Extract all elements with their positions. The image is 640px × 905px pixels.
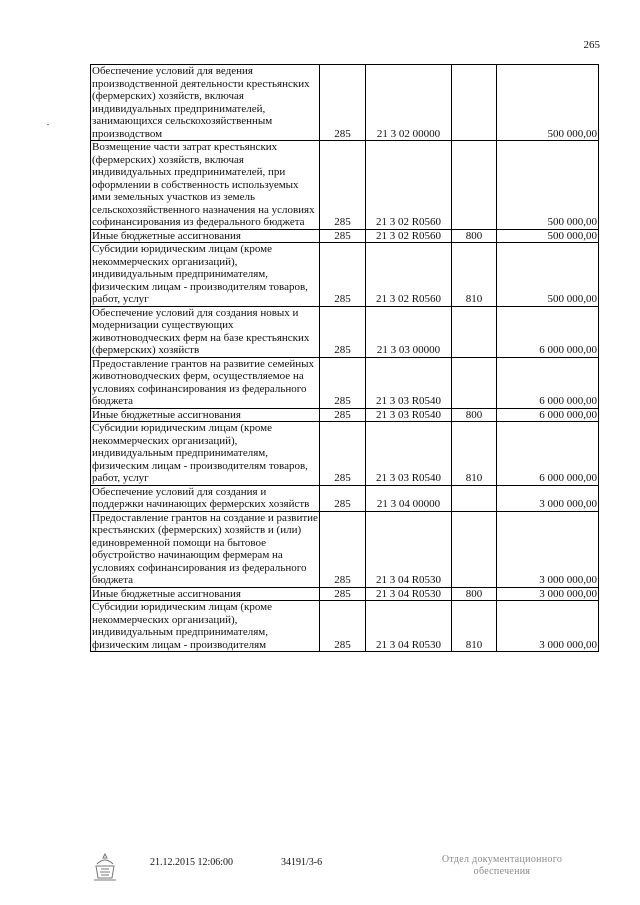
row-name: Обеспечение условий для создания новых и модернизации существующих животноводческих ферм на базе крестьянских (фермерских) хозяйств bbox=[91, 306, 320, 357]
row-name: Предоставление грантов на создание и развитие крестьянских (фермерских) хозяйств и (или) единовременной помощи на бытовое обустройство начинающим фермерам на условиях софинансирования из федерального бюджета bbox=[92, 511, 318, 586]
row-expense-type bbox=[452, 141, 497, 230]
row-grbs-code: 285 bbox=[320, 422, 366, 486]
row-amount: 500 000,00 bbox=[497, 243, 599, 307]
table-row bbox=[91, 229, 599, 243]
budget-table bbox=[90, 64, 599, 652]
row-name: Предоставление грантов на развитие семейных животноводческих ферм, осуществляемое на условиях софинансирования из федерального бюджета bbox=[91, 357, 320, 408]
row-amount: 6 000 000,00 bbox=[497, 306, 599, 357]
row-target-article: 21 3 03 00000 bbox=[366, 306, 452, 357]
row-target-article: 21 3 03 R0540 bbox=[366, 422, 452, 486]
budget-table-body bbox=[91, 65, 599, 652]
row-target-article: 21 3 04 R0530 bbox=[366, 511, 452, 587]
row-expense-type: 810 bbox=[452, 601, 497, 652]
page-number: 265 bbox=[583, 39, 600, 51]
stamp-line-2: обеспечения bbox=[473, 866, 531, 877]
row-expense-type: 800 bbox=[452, 408, 497, 422]
table-row bbox=[91, 422, 599, 486]
row-name: Субсидии юридическим лицам (кроме некоммерческих организаций), индивидуальным предпринимателям, физическим лицам - производителям товаров, работ, услуг bbox=[91, 422, 320, 486]
row-target-article: 21 3 02 R0560 bbox=[366, 141, 452, 230]
row-amount: 3 000 000,00 bbox=[497, 511, 599, 587]
table-row bbox=[91, 587, 599, 601]
table-row bbox=[91, 601, 599, 652]
row-name: Возмещение части затрат крестьянских (фермерских) хозяйств, включая индивидуальных предпринимателей, при оформлении в собственность используемых ими земельных участков из земель сельскохозяйственного назначения на условиях софинансирования из федерального бюджета bbox=[91, 141, 320, 230]
row-expense-type: 810 bbox=[452, 243, 497, 307]
row-expense-type bbox=[452, 65, 497, 141]
department-stamp bbox=[436, 854, 568, 878]
row-name: Субсидии юридическим лицам (кроме некоммерческих организаций), индивидуальным предпринимателям, физическим лицам - производителям товаров, работ, услуг bbox=[91, 243, 320, 307]
row-amount: 6 000 000,00 bbox=[497, 408, 599, 422]
row-expense-type bbox=[452, 357, 497, 408]
row-amount: 500 000,00 bbox=[497, 229, 599, 243]
margin-mark bbox=[47, 124, 49, 125]
row-target-article: 21 3 02 R0560 bbox=[366, 243, 452, 307]
stamp-line-1: Отдел документационного bbox=[441, 854, 563, 865]
table-row bbox=[91, 408, 599, 422]
row-name: Иные бюджетные ассигнования bbox=[91, 229, 320, 243]
row-grbs-code: 285 bbox=[320, 243, 366, 307]
row-name: Иные бюджетные ассигнования bbox=[91, 587, 320, 601]
row-expense-type bbox=[452, 511, 497, 587]
row-name: Обеспечение условий для создания и поддержки начинающих фермерских хозяйств bbox=[91, 485, 320, 511]
footer-doc-code: 34191/3-6 bbox=[281, 857, 323, 868]
row-amount: 3 000 000,00 bbox=[497, 485, 599, 511]
row-grbs-code: 285 bbox=[320, 485, 366, 511]
row-target-article: 21 3 04 R0530 bbox=[366, 601, 452, 652]
row-grbs-code: 285 bbox=[320, 601, 366, 652]
row-target-article: 21 3 02 R0560 bbox=[366, 229, 452, 243]
table-row bbox=[91, 65, 599, 141]
row-name: Обеспечение условий для ведения производственной деятельности крестьянских (фермерских) хозяйств, включая индивидуальных предпринимателей, занимающихся сельскохозяйственным производством bbox=[91, 65, 320, 141]
row-amount: 6 000 000,00 bbox=[497, 357, 599, 408]
row-expense-type: 800 bbox=[452, 587, 497, 601]
row-grbs-code: 285 bbox=[320, 587, 366, 601]
row-grbs-code: 285 bbox=[320, 65, 366, 141]
table-row bbox=[91, 485, 599, 511]
row-expense-type: 810 bbox=[452, 422, 497, 486]
row-target-article: 21 3 04 00000 bbox=[366, 485, 452, 511]
row-grbs-code: 285 bbox=[320, 357, 366, 408]
table-row bbox=[91, 243, 599, 307]
row-amount: 500 000,00 bbox=[497, 65, 599, 141]
row-grbs-code: 285 bbox=[320, 511, 366, 587]
row-amount: 3 000 000,00 bbox=[497, 601, 599, 652]
row-grbs-code: 285 bbox=[320, 229, 366, 243]
row-target-article: 21 3 04 R0530 bbox=[366, 587, 452, 601]
row-grbs-code: 285 bbox=[320, 141, 366, 230]
row-target-article: 21 3 02 00000 bbox=[366, 65, 452, 141]
row-amount: 3 000 000,00 bbox=[497, 587, 599, 601]
row-name: Иные бюджетные ассигнования bbox=[91, 408, 320, 422]
row-target-article: 21 3 03 R0540 bbox=[366, 357, 452, 408]
row-expense-type: 800 bbox=[452, 229, 497, 243]
row-amount: 6 000 000,00 bbox=[497, 422, 599, 486]
table-row bbox=[91, 357, 599, 408]
row-expense-type bbox=[452, 485, 497, 511]
row-amount: 500 000,00 bbox=[497, 141, 599, 230]
row-expense-type bbox=[452, 306, 497, 357]
row-target-article: 21 3 03 R0540 bbox=[366, 408, 452, 422]
table-row bbox=[91, 306, 599, 357]
row-name: Субсидии юридическим лицам (кроме некоммерческих организаций), индивидуальным предпринимателям, физическим лицам - производителям bbox=[91, 601, 320, 652]
table-row bbox=[91, 141, 599, 230]
row-grbs-code: 285 bbox=[320, 408, 366, 422]
footer-datetime: 21.12.2015 12:06:00 bbox=[150, 857, 234, 868]
emblem-icon bbox=[92, 852, 118, 882]
table-row bbox=[91, 511, 599, 587]
row-grbs-code: 285 bbox=[320, 306, 366, 357]
